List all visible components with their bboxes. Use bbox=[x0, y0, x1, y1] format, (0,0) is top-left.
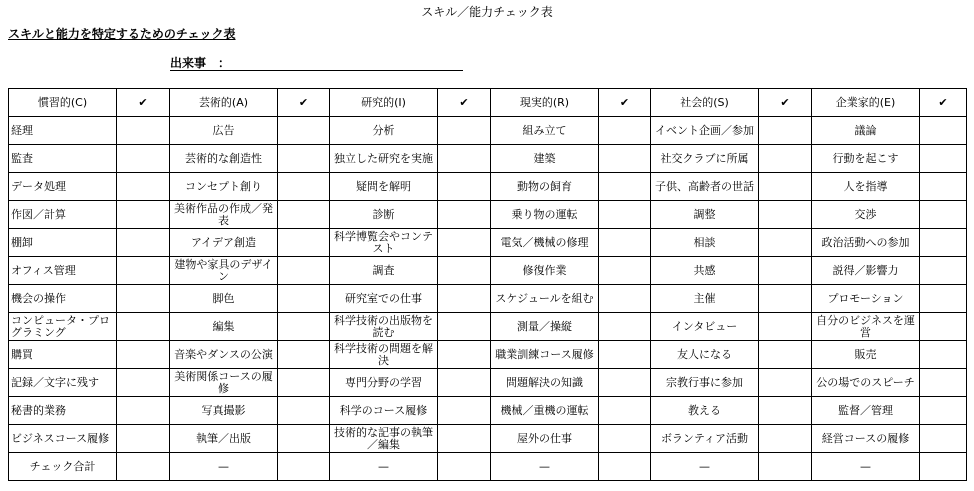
check-box-cell[interactable] bbox=[599, 313, 651, 341]
checkmark-icon: ✔ bbox=[117, 89, 170, 117]
skill-cell: 人を指導 bbox=[812, 173, 920, 201]
check-box-cell[interactable] bbox=[599, 173, 651, 201]
check-box-cell[interactable] bbox=[920, 257, 967, 285]
check-box-cell[interactable] bbox=[920, 173, 967, 201]
skill-cell: 機会の操作 bbox=[9, 285, 117, 313]
check-box-cell[interactable] bbox=[117, 145, 170, 173]
table-row bbox=[9, 145, 967, 173]
check-box-cell[interactable] bbox=[117, 285, 170, 313]
skill-cell: 写真撮影 bbox=[170, 397, 278, 425]
check-box-cell[interactable] bbox=[599, 145, 651, 173]
skill-cell: 交渉 bbox=[812, 201, 920, 229]
check-box-cell[interactable] bbox=[599, 425, 651, 453]
check-box-cell[interactable] bbox=[759, 369, 812, 397]
skill-cell: 議論 bbox=[812, 117, 920, 145]
skill-cell: 販売 bbox=[812, 341, 920, 369]
skill-cell: 科学のコース履修 bbox=[330, 397, 438, 425]
check-box-cell[interactable] bbox=[920, 397, 967, 425]
skill-cell: 公の場でのスピーチ bbox=[812, 369, 920, 397]
check-box-cell[interactable] bbox=[438, 229, 491, 257]
check-box-cell[interactable] bbox=[117, 257, 170, 285]
check-box-cell[interactable] bbox=[438, 145, 491, 173]
table-row bbox=[9, 425, 967, 453]
skill-cell: 調査 bbox=[330, 257, 438, 285]
check-box-cell[interactable] bbox=[599, 229, 651, 257]
check-box-cell[interactable] bbox=[759, 285, 812, 313]
check-box-cell[interactable] bbox=[438, 285, 491, 313]
skill-cell: 音楽やダンスの公演 bbox=[170, 341, 278, 369]
check-box-cell[interactable] bbox=[278, 397, 330, 425]
skill-cell: 美術関係コースの履修 bbox=[170, 369, 278, 397]
check-box-cell[interactable] bbox=[278, 117, 330, 145]
skill-cell: アイデア創造 bbox=[170, 229, 278, 257]
skill-cell: 屋外の仕事 bbox=[491, 425, 599, 453]
check-box-cell[interactable] bbox=[438, 117, 491, 145]
check-box-cell[interactable] bbox=[599, 369, 651, 397]
total-row bbox=[9, 453, 967, 481]
skill-cell: 科学博覧会やコンテスト bbox=[330, 229, 438, 257]
check-box-cell[interactable] bbox=[278, 425, 330, 453]
check-box-cell[interactable] bbox=[438, 341, 491, 369]
check-box-cell[interactable] bbox=[599, 201, 651, 229]
skill-cell: インタビュー bbox=[651, 313, 759, 341]
check-box-cell[interactable] bbox=[759, 229, 812, 257]
skill-cell: データ処理 bbox=[9, 173, 117, 201]
skill-cell: 秘書的業務 bbox=[9, 397, 117, 425]
table-row bbox=[9, 173, 967, 201]
check-box-cell[interactable] bbox=[759, 117, 812, 145]
skill-cell: 自分のビジネスを運営 bbox=[812, 313, 920, 341]
skill-cell: 監査 bbox=[9, 145, 117, 173]
skill-cell: 棚卸 bbox=[9, 229, 117, 257]
skill-cell: 美術作品の作成／発表 bbox=[170, 201, 278, 229]
total-check-cell[interactable] bbox=[438, 453, 491, 481]
skill-cell: 記録／文字に残す bbox=[9, 369, 117, 397]
category-header: 芸術的(A) bbox=[170, 89, 278, 117]
check-box-cell[interactable] bbox=[920, 201, 967, 229]
check-box-cell[interactable] bbox=[438, 173, 491, 201]
checkmark-icon: ✔ bbox=[759, 89, 812, 117]
skill-cell: 機械／重機の運転 bbox=[491, 397, 599, 425]
skill-cell: 専門分野の学習 bbox=[330, 369, 438, 397]
skill-cell: 執筆／出版 bbox=[170, 425, 278, 453]
check-box-cell[interactable] bbox=[759, 257, 812, 285]
skill-cell: 科学技術の問題を解決 bbox=[330, 341, 438, 369]
total-value: — bbox=[330, 453, 438, 481]
skill-cell: 経理 bbox=[9, 117, 117, 145]
skill-cell: 説得／影響力 bbox=[812, 257, 920, 285]
check-box-cell[interactable] bbox=[278, 313, 330, 341]
category-header: 現実的(R) bbox=[491, 89, 599, 117]
total-label: チェック合計 bbox=[9, 453, 117, 481]
check-box-cell[interactable] bbox=[599, 341, 651, 369]
skill-cell: 建築 bbox=[491, 145, 599, 173]
check-box-cell[interactable] bbox=[278, 285, 330, 313]
skill-cell: 購買 bbox=[9, 341, 117, 369]
skill-cell: コンピュータ・プログラミング bbox=[9, 313, 117, 341]
check-box-cell[interactable] bbox=[278, 229, 330, 257]
category-header: 研究的(I) bbox=[330, 89, 438, 117]
check-box-cell[interactable] bbox=[759, 397, 812, 425]
skill-cell: イベント企画／参加 bbox=[651, 117, 759, 145]
skill-cell: 広告 bbox=[170, 117, 278, 145]
check-box-cell[interactable] bbox=[117, 313, 170, 341]
header-row bbox=[9, 89, 967, 117]
check-box-cell[interactable] bbox=[920, 369, 967, 397]
total-check-cell[interactable] bbox=[920, 453, 967, 481]
check-box-cell[interactable] bbox=[920, 285, 967, 313]
table-body bbox=[9, 89, 967, 481]
table-row bbox=[9, 341, 967, 369]
total-check-cell[interactable] bbox=[759, 453, 812, 481]
skill-cell: 診断 bbox=[330, 201, 438, 229]
skill-cell: 経営コースの履修 bbox=[812, 425, 920, 453]
table-row bbox=[9, 201, 967, 229]
skill-check-table bbox=[8, 88, 967, 481]
check-box-cell[interactable] bbox=[278, 257, 330, 285]
skill-cell: オフィス管理 bbox=[9, 257, 117, 285]
table-row bbox=[9, 313, 967, 341]
skill-cell: 主催 bbox=[651, 285, 759, 313]
category-header: 企業家的(E) bbox=[812, 89, 920, 117]
document-title: スキル／能力チェック表 bbox=[421, 5, 553, 19]
skill-cell: 乗り物の運転 bbox=[491, 201, 599, 229]
skill-cell: 調整 bbox=[651, 201, 759, 229]
check-box-cell[interactable] bbox=[117, 369, 170, 397]
checkmark-icon: ✔ bbox=[438, 89, 491, 117]
check-box-cell[interactable] bbox=[117, 397, 170, 425]
table-row bbox=[9, 117, 967, 145]
skill-cell: 行動を起こす bbox=[812, 145, 920, 173]
skill-cell: 独立した研究を実施 bbox=[330, 145, 438, 173]
skill-cell: 科学技術の出版物を読む bbox=[330, 313, 438, 341]
check-box-cell[interactable] bbox=[117, 117, 170, 145]
skill-cell: 動物の飼育 bbox=[491, 173, 599, 201]
skill-cell: コンセプト創り bbox=[170, 173, 278, 201]
check-box-cell[interactable] bbox=[599, 117, 651, 145]
check-box-cell[interactable] bbox=[920, 341, 967, 369]
check-box-cell[interactable] bbox=[438, 201, 491, 229]
check-box-cell[interactable] bbox=[278, 173, 330, 201]
check-box-cell[interactable] bbox=[920, 145, 967, 173]
category-header: 慣習的(C) bbox=[9, 89, 117, 117]
total-check-cell[interactable] bbox=[117, 453, 170, 481]
check-box-cell[interactable] bbox=[599, 397, 651, 425]
table-row bbox=[9, 397, 967, 425]
check-box-cell[interactable] bbox=[117, 201, 170, 229]
check-box-cell[interactable] bbox=[920, 425, 967, 453]
check-box-cell[interactable] bbox=[438, 397, 491, 425]
completion-label: 出来事 ： bbox=[170, 56, 231, 70]
check-box-cell[interactable] bbox=[438, 257, 491, 285]
check-box-cell[interactable] bbox=[920, 117, 967, 145]
check-box-cell[interactable] bbox=[117, 229, 170, 257]
total-value: — bbox=[491, 453, 599, 481]
skill-cell: ビジネスコース履修 bbox=[9, 425, 117, 453]
check-box-cell[interactable] bbox=[599, 257, 651, 285]
skill-cell: 脚色 bbox=[170, 285, 278, 313]
skill-cell: 芸術的な創造性 bbox=[170, 145, 278, 173]
skill-cell: 測量／操縦 bbox=[491, 313, 599, 341]
skill-cell: 政治活動への参加 bbox=[812, 229, 920, 257]
skill-cell: プロモーション bbox=[812, 285, 920, 313]
total-value: — bbox=[170, 453, 278, 481]
check-box-cell[interactable] bbox=[759, 201, 812, 229]
checkmark-icon: ✔ bbox=[278, 89, 330, 117]
checkmark-icon: ✔ bbox=[920, 89, 967, 117]
skill-cell: 友人になる bbox=[651, 341, 759, 369]
skill-cell: 監督／管理 bbox=[812, 397, 920, 425]
skill-cell: 疑問を解明 bbox=[330, 173, 438, 201]
skill-cell: 編集 bbox=[170, 313, 278, 341]
skill-cell: 問題解決の知識 bbox=[491, 369, 599, 397]
check-box-cell[interactable] bbox=[759, 341, 812, 369]
skill-cell: 研究室での仕事 bbox=[330, 285, 438, 313]
table-row bbox=[9, 369, 967, 397]
check-box-cell[interactable] bbox=[278, 201, 330, 229]
check-box-cell[interactable] bbox=[117, 341, 170, 369]
check-box-cell[interactable] bbox=[759, 313, 812, 341]
skill-cell: 職業訓練コース履修 bbox=[491, 341, 599, 369]
skill-cell: 子供、高齢者の世話 bbox=[651, 173, 759, 201]
check-box-cell[interactable] bbox=[920, 313, 967, 341]
category-header: 社会的(S) bbox=[651, 89, 759, 117]
check-box-cell[interactable] bbox=[759, 145, 812, 173]
checkmark-icon: ✔ bbox=[599, 89, 651, 117]
table-row bbox=[9, 285, 967, 313]
skill-cell: スケジュールを組む bbox=[491, 285, 599, 313]
table-row bbox=[9, 257, 967, 285]
skill-cell: 作図／計算 bbox=[9, 201, 117, 229]
document-subtitle: スキルと能力を特定するためのチェック表 bbox=[8, 27, 236, 41]
check-box-cell[interactable] bbox=[438, 313, 491, 341]
skill-cell: 分析 bbox=[330, 117, 438, 145]
check-box-cell[interactable] bbox=[759, 425, 812, 453]
skill-cell: ボランティア活動 bbox=[651, 425, 759, 453]
skill-cell: 宗教行事に参加 bbox=[651, 369, 759, 397]
check-box-cell[interactable] bbox=[759, 173, 812, 201]
skill-cell: 相談 bbox=[651, 229, 759, 257]
table-row bbox=[9, 229, 967, 257]
skill-cell: 共感 bbox=[651, 257, 759, 285]
check-box-cell[interactable] bbox=[117, 425, 170, 453]
skill-cell: 修復作業 bbox=[491, 257, 599, 285]
total-value: — bbox=[651, 453, 759, 481]
skill-cell: 技術的な記事の執筆／編集 bbox=[330, 425, 438, 453]
check-box-cell[interactable] bbox=[278, 341, 330, 369]
skill-cell: 組み立て bbox=[491, 117, 599, 145]
check-box-cell[interactable] bbox=[438, 369, 491, 397]
check-box-cell[interactable] bbox=[278, 369, 330, 397]
total-value: — bbox=[812, 453, 920, 481]
check-box-cell[interactable] bbox=[117, 173, 170, 201]
total-check-cell[interactable] bbox=[278, 453, 330, 481]
skill-cell: 電気／機械の修理 bbox=[491, 229, 599, 257]
check-box-cell[interactable] bbox=[278, 145, 330, 173]
skill-cell: 社交クラブに所属 bbox=[651, 145, 759, 173]
skill-cell: 建物や家具のデザイン bbox=[170, 257, 278, 285]
total-check-cell[interactable] bbox=[599, 453, 651, 481]
check-box-cell[interactable] bbox=[920, 229, 967, 257]
completion-underline bbox=[170, 70, 463, 71]
check-box-cell[interactable] bbox=[438, 425, 491, 453]
skill-cell: 教える bbox=[651, 397, 759, 425]
check-box-cell[interactable] bbox=[599, 285, 651, 313]
